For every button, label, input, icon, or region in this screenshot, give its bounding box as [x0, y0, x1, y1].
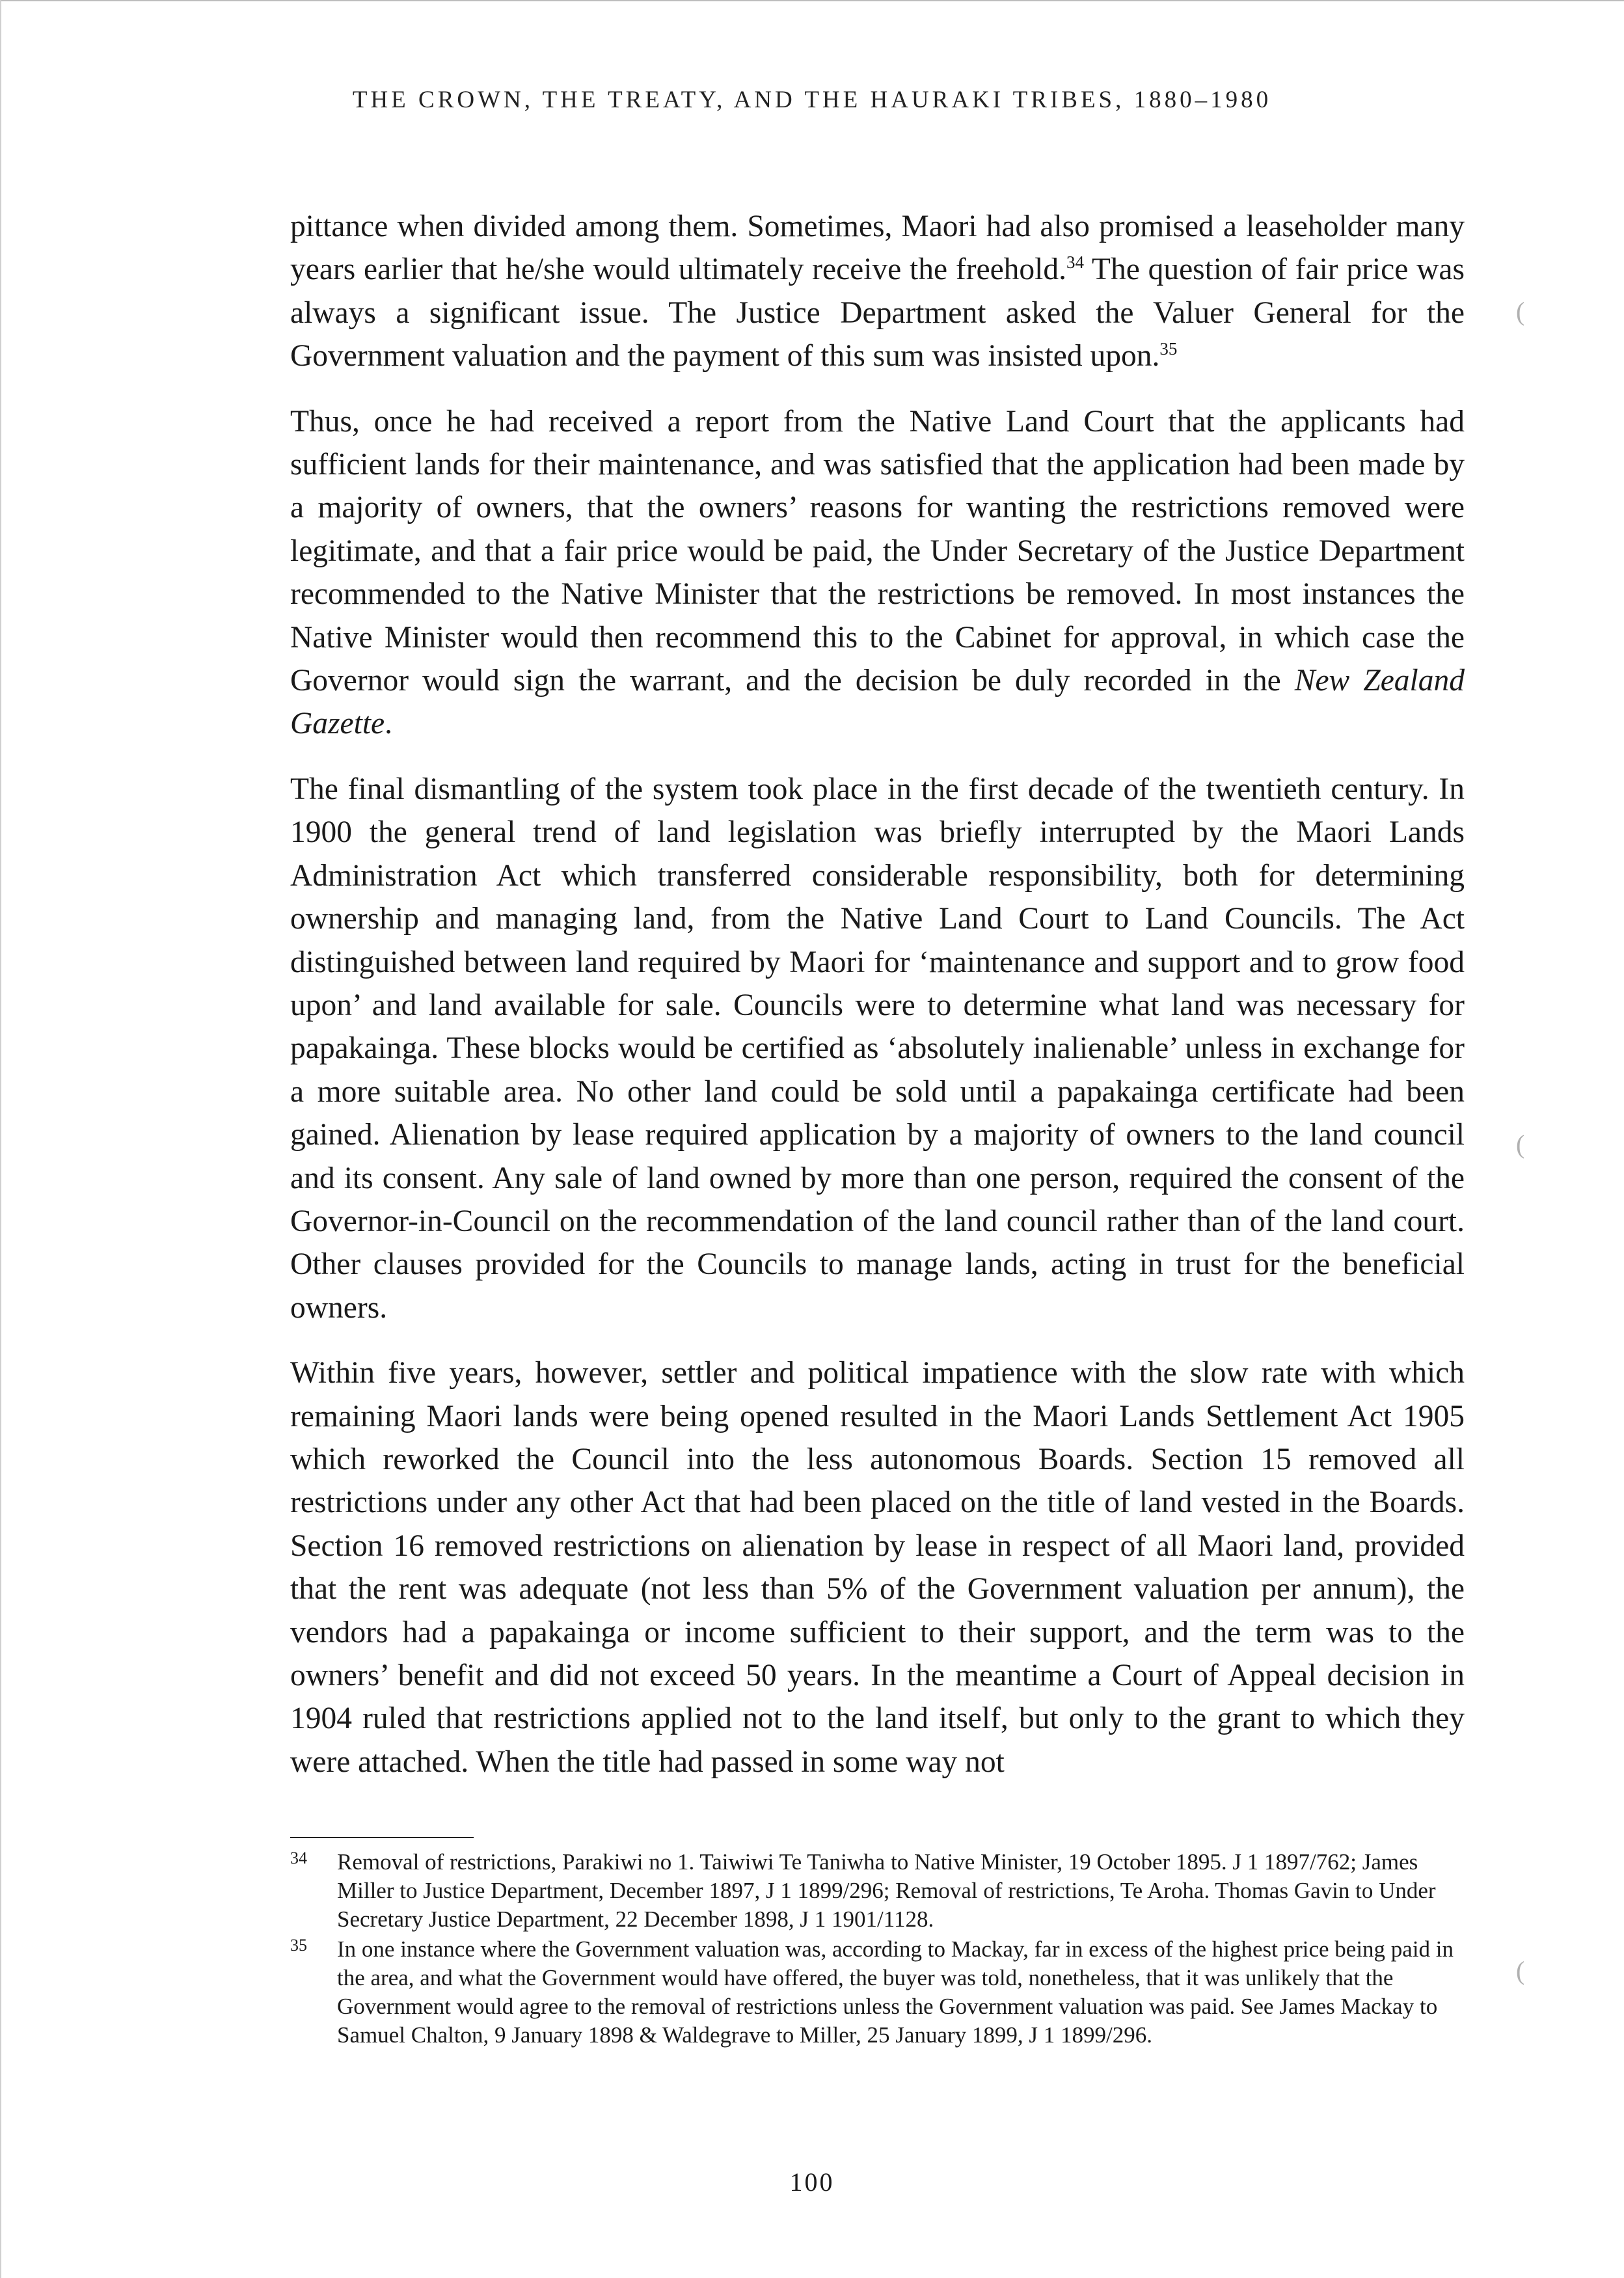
footnote-34	[290, 1848, 1465, 1934]
paragraph-2-text-b: .	[385, 707, 392, 741]
margin-mark-2: (	[1516, 1130, 1525, 1159]
margin-mark-1: (	[1516, 297, 1525, 326]
scan-top-edge	[0, 0, 1624, 1]
footnote-ref-34[interactable]: 34	[1066, 252, 1084, 273]
margin-mark-3: (	[1516, 1956, 1525, 1985]
body-text	[290, 205, 1465, 1806]
paragraph-4: Within five years, however, settler and political impatience with the slow rate with which remaining Maori lands were being opened resulted in the Maori Lands Settlement Act 1905 which reworked the Council into the less autonomous Boards. Section 15 removed all restrictions under any other Act that had been placed on the title of land vested in the Boards. Section 16 removed restrictions on alienation by lease in respect of all Maori land, provided that the rent was adequate (not less than 5% of the Government valuation per annum), the vendors had a papakainga or income sufficient to their support, and the term was to the owners’ benefit and did not exceed 50 years. In the meantime a Court of Appeal decision in 1904 ruled that restrictions applied not to the land itself, but only to the grant to which they were attached. When the title had passed in some way not	[290, 1356, 1465, 1779]
gazette-title: New Zealand Gazette	[290, 664, 1465, 741]
paragraph-2	[290, 400, 1465, 746]
scan-left-edge	[0, 0, 1, 2278]
paragraph-1-text-a: pittance when divided among them. Sometimes, Maori had also promised a leaseholder many years earlier that he/she would ultimately receive the freehold.	[290, 210, 1465, 287]
page-number: 100	[789, 2167, 835, 2197]
paragraph-1-text-b: The question of fair price was always a significant issue. The Justice Department asked the Valuer General for the Government valuation and the payment of this sum was insisted upon.	[290, 252, 1465, 373]
footnote-text: Removal of restrictions, Parakiwi no 1. Taiwiwi Te Taniwha to Native Minister, 19 October 1895. J 1 1897/762; James Miller to Justice Department, December 1897, J 1 1899/296; Removal of restrictions, Te Aroha. Thomas Gavin to Under Secretary Justice Department, 22 December 1898, J 1 1901/1128.	[337, 1849, 1436, 1932]
footnote-35	[290, 1935, 1465, 2050]
running-head: THE CROWN, THE TREATY, AND THE HAURAKI TRIBES, 1880–1980	[352, 87, 1272, 113]
footnote-number: 35	[290, 1936, 307, 1955]
footnote-number: 34	[290, 1849, 307, 1867]
paragraph-2-text-a: Thus, once he had received a report from the Native Land Court that the applicants had sufficient lands for their maintenance, and was satisfied that the application had been made by a majority of owners, that the owners’ reasons for wanting the restrictions removed were legitimate, and that a fair price would be paid, the Under Secretary of the Justice Department recommended to the Native Minister that the restrictions be removed. In most instances the Native Minister would then recommend this to the Cabinet for approval, in which case the Governor would sign the warrant, and the decision be duly recorded in the	[290, 404, 1465, 698]
paragraph-1	[290, 205, 1465, 378]
footnotes	[290, 1848, 1465, 2051]
paragraph-3: The final dismantling of the system took place in the first decade of the twentieth century. In 1900 the general trend of land legislation was briefly interrupted by the Maori Lands Administration Act which transferred considerable responsibility, both for determining ownership and managing land, from the Native Land Court to Land Councils. The Act distinguished between land required by Maori for ‘maintenance and support and to grow food upon’ and land available for sale. Councils were to determine what land was necessary for papakainga. These blocks would be certified as ‘absolutely inalienable’ unless in exchange for a more suitable area. No other land could be sold until a papakainga certificate had been gained. Alienation by lease required application by a majority of owners to the land council and its consent. Any sale of land owned by more than one person, required the consent of the Governor-in-Council on the recommendation of the land council rather than of the land court. Other clauses provided for the Councils to manage lands, acting in trust for the beneficial owners.	[290, 772, 1465, 1325]
footnote-separator	[290, 1837, 474, 1838]
footnote-text: In one instance where the Government valuation was, according to Mackay, far in excess of the highest price being paid in the area, and what the Government would have offered, the buyer was told, nonetheless, that it was unlikely that the Government would agree to the removal of restrictions unless the Government valuation was paid. See James Mackay to Samuel Chalton, 9 January 1898 & Waldegrave to Miller, 25 January 1899, J 1 1899/296.	[337, 1936, 1454, 2048]
footnote-ref-35[interactable]: 35	[1159, 339, 1178, 359]
